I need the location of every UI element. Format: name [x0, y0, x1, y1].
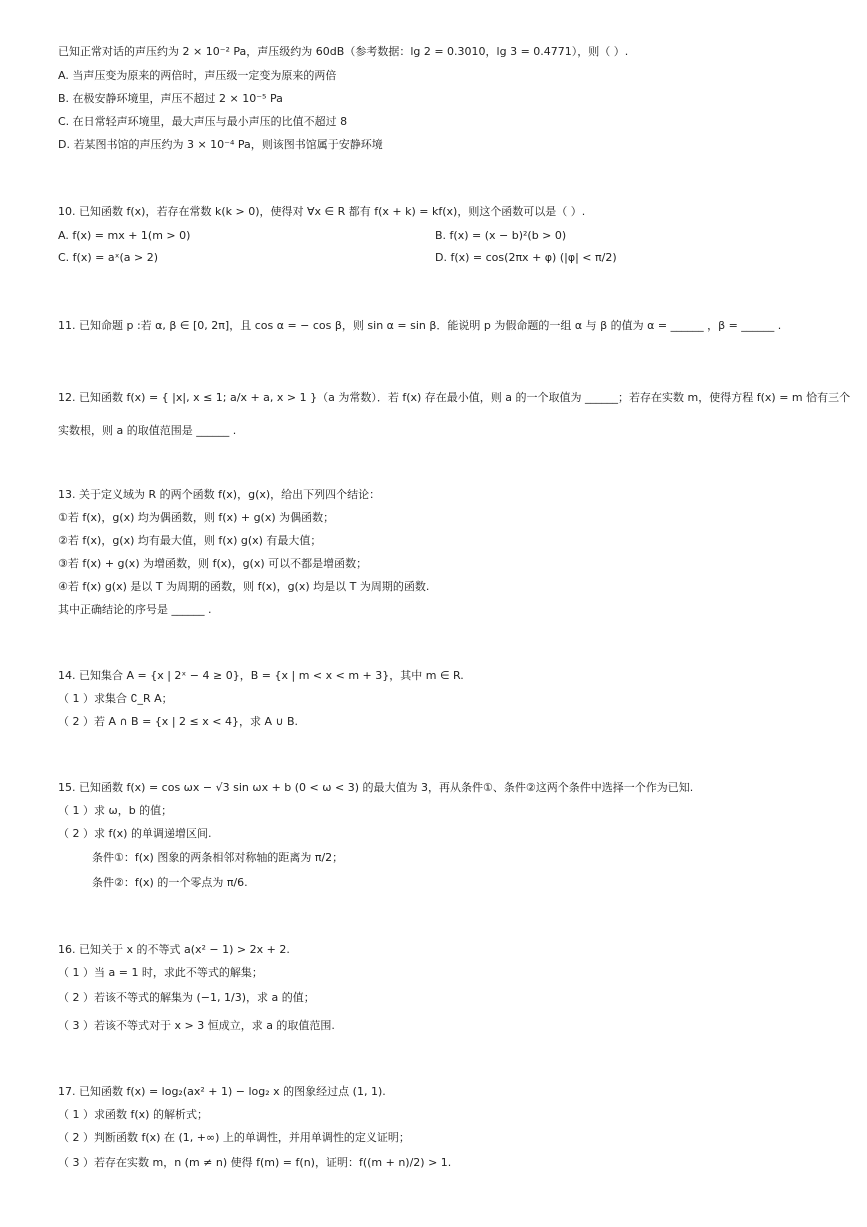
q14-part-1: （ 1 ）求集合 ∁_R A；	[58, 692, 173, 705]
q10-option-a: A. f(x) = mx + 1(m > 0)	[58, 229, 191, 242]
q14-stem: 14. 已知集合 A = {x | 2ˣ − 4 ≥ 0}，B = {x | m < x < m + 3}，其中 m ∈ R.	[58, 669, 464, 682]
q15-part-1: （ 1 ）求 ω，b 的值；	[58, 804, 173, 817]
q10-option-b: B. f(x) = (x − b)²(b > 0)	[435, 229, 567, 242]
q9-option-d: D. 若某图书馆的声压约为 3 × 10⁻⁴ Pa，则该图书馆属于安静环境	[58, 138, 383, 151]
q17-part-2: （ 2 ）判断函数 f(x) 在 (1, +∞) 上的单调性，并用单调性的定义证明；	[58, 1131, 410, 1144]
q15-condition-1: 条件①：f(x) 图象的两条相邻对称轴的距离为 π/2；	[92, 851, 344, 864]
q16-stem: 16. 已知关于 x 的不等式 a(x² − 1) > 2x + 2.	[58, 943, 290, 956]
q12-line1: 12. 已知函数 f(x) = { |x|, x ≤ 1; a/x + a, x > 1 }（a 为常数）．若 f(x) 存在最小值，则 a 的一个取值为 ______；若存在实数 m，使得方程 f(x) = m 恰有三个	[58, 391, 851, 404]
q16-part-3: （ 3 ）若该不等式对于 x > 3 恒成立，求 a 的取值范围.	[58, 1019, 335, 1032]
q10-option-d: D. f(x) = cos(2πx + φ) (|φ| < π/2)	[435, 251, 617, 264]
q12-line2: 实数根，则 a 的取值范围是 ______ .	[58, 424, 237, 437]
q10-stem: 10. 已知函数 f(x)，若存在常数 k(k > 0)，使得对 ∀x ∈ R 都有 f(x + k) = kf(x)，则这个函数可以是（ ）.	[58, 205, 586, 218]
q10-option-c: C. f(x) = aˣ(a > 2)	[58, 251, 159, 264]
q17-stem: 17. 已知函数 f(x) = log₂(ax² + 1) − log₂ x 的图象经过点 (1, 1).	[58, 1085, 386, 1098]
q14-part-2: （ 2 ）若 A ∩ B = {x | 2 ≤ x < 4}，求 A ∪ B.	[58, 715, 299, 728]
q13-statement-2: ②若 f(x)，g(x) 均有最大值，则 f(x) g(x) 有最大值；	[58, 534, 322, 547]
q16-part-1: （ 1 ）当 a = 1 时，求此不等式的解集；	[58, 966, 263, 979]
q13-statement-1: ①若 f(x)，g(x) 均为偶函数，则 f(x) + g(x) 为偶函数；	[58, 511, 335, 524]
q9-stem: 已知正常对话的声压约为 2 × 10⁻² Pa，声压级约为 60dB（参考数据：lg 2 = 0.3010，lg 3 = 0.4771），则（ ）.	[58, 45, 629, 58]
q13-statement-4: ④若 f(x) g(x) 是以 T 为周期的函数，则 f(x)，g(x) 均是以 T 为周期的函数.	[58, 580, 430, 593]
q15-condition-2: 条件②：f(x) 的一个零点为 π/6.	[92, 876, 248, 889]
q9-option-c: C. 在日常轻声环境里，最大声压与最小声压的比值不超过 8	[58, 115, 348, 128]
q11-stem: 11. 已知命题 p :若 α, β ∈ [0, 2π]，且 cos α = − cos β，则 sin α = sin β．能说明 p 为假命题的一组 α 与 β 的值为 α = ______ ，β = ______ .	[58, 319, 782, 332]
q13-ask: 其中正确结论的序号是 ______ .	[58, 603, 212, 616]
q15-part-2: （ 2 ）求 f(x) 的单调递增区间.	[58, 827, 212, 840]
q9-option-b: B. 在极安静环境里，声压不超过 2 × 10⁻⁵ Pa	[58, 92, 283, 105]
q9-option-a: A. 当声压变为原来的两倍时，声压级一定变为原来的两倍	[58, 69, 337, 82]
q13-stem: 13. 关于定义域为 R 的两个函数 f(x)，g(x)，给出下列四个结论：	[58, 488, 381, 501]
q17-part-3: （ 3 ）若存在实数 m，n (m ≠ n) 使得 f(m) = f(n)，证明：f((m + n)/2) > 1.	[58, 1156, 452, 1169]
q15-stem: 15. 已知函数 f(x) = cos ωx − √3 sin ωx + b (0 < ω < 3) 的最大值为 3，再从条件①、条件②这两个条件中选择一个作为已知.	[58, 781, 694, 794]
q17-part-1: （ 1 ）求函数 f(x) 的解析式；	[58, 1108, 208, 1121]
q13-statement-3: ③若 f(x) + g(x) 为增函数，则 f(x)，g(x) 可以不都是增函数；	[58, 557, 368, 570]
q16-part-2: （ 2 ）若该不等式的解集为 (−1, 1/3)，求 a 的值；	[58, 991, 315, 1004]
